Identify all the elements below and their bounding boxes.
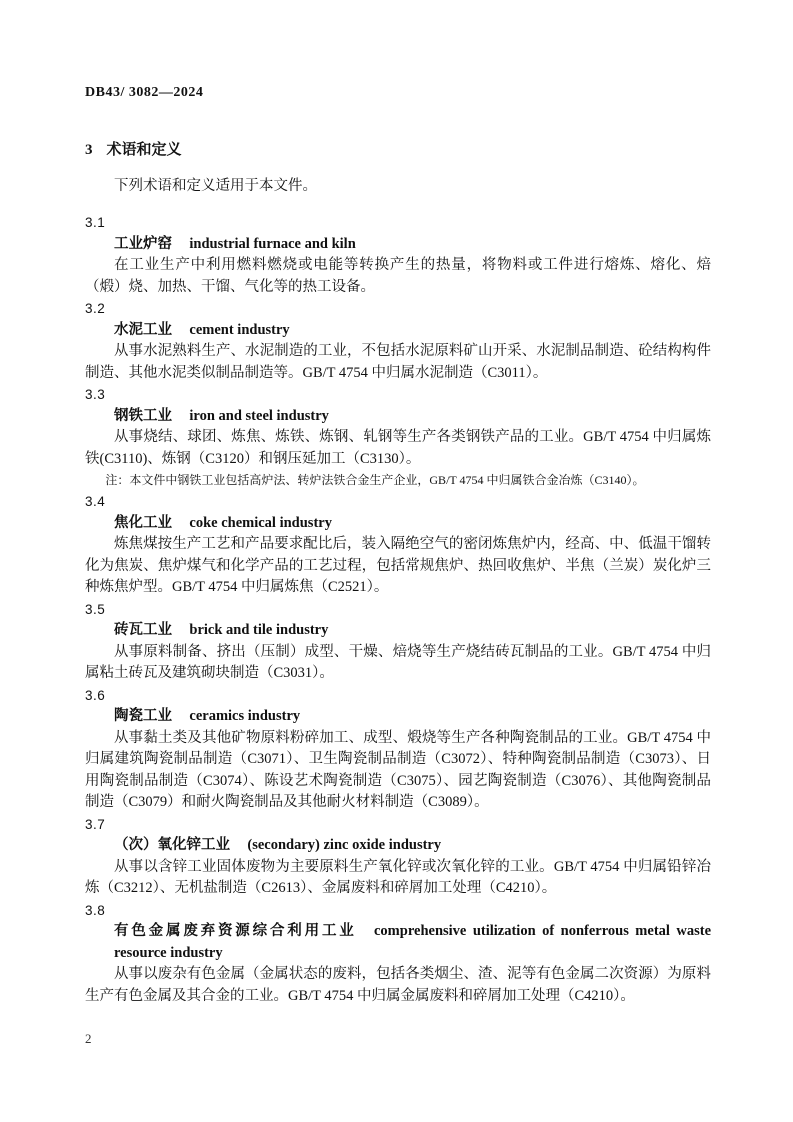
term-block-3-7 (85, 814, 711, 900)
term-zh: 陶瓷工业 (114, 708, 172, 724)
term-definition: 从事原料制备、挤出（压制）成型、干燥、焙烧等生产烧结砖瓦制品的工业。GB/T 4754 中归属粘土砖瓦及建筑砌块制造（C3031）。 (85, 643, 711, 681)
term-zh: 水泥工业 (114, 321, 172, 338)
term-number: 3.8 (85, 902, 106, 918)
term-zh: 焦化工业 (114, 514, 172, 531)
term-definition: 从事烧结、球团、炼焦、炼铁、炼钢、轧钢等生产各类钢铁产品的工业。GB/T 4754 中归属炼铁(C3110)、炼钢（C3120）和钢压延加工（C3130）。 (85, 429, 711, 467)
term-zh: 工业炉窑 (114, 235, 172, 252)
term-en: comprehensive utilization of nonferrous metal waste resource industry (114, 923, 712, 961)
term-heading (85, 620, 711, 642)
term-definition: 从事以含锌工业固体废物为主要原料生产氧化锌或次氧化锌的工业。GB/T 4754 中归属铅锌冶炼（C3212）、无机盐制造（C2613）、金属废料和碎屑加工处理（C4210）。 (85, 858, 711, 896)
term-definition: 在工业生产中利用燃料燃烧或电能等转换产生的热量，将物料或工件进行熔炼、熔化、焙（煅）烧、加热、干馏、气化等的热工设备。 (85, 257, 711, 295)
page-number: 2 (85, 1031, 92, 1046)
section-number: 3 (85, 142, 93, 158)
term-definition: 从事黏土类及其他矿物原料粉碎加工、成型、煅烧等生产各种陶瓷制品的工业。GB/T 4754 中归属建筑陶瓷制品制造（C3071）、卫生陶瓷制品制造（C3072）、特种陶瓷制品制造（C3073）、日用陶瓷制品制造（C3074）、陈设艺术陶瓷制造（C3075）、园艺陶瓷制造（C3076）、其他陶瓷制品制造（C3079）和耐火陶瓷制品及其他耐火材料制造（C3089）。 (85, 729, 711, 810)
term-en: iron and steel industry (189, 407, 329, 424)
term-heading (85, 835, 711, 857)
section-title: 术语和定义 (106, 142, 182, 158)
term-block-3-8 (85, 900, 711, 1008)
term-heading (85, 406, 711, 428)
term-en: (secondary) zinc oxide industry (247, 837, 442, 853)
term-heading (85, 706, 711, 728)
term-number: 3.2 (85, 301, 106, 316)
term-block-3-6 (85, 685, 711, 814)
term-zh: 有色金属废弃资源综合利用工业 (114, 923, 357, 939)
term-heading (85, 513, 711, 535)
term-en: cement industry (189, 321, 290, 338)
term-heading (85, 921, 711, 964)
term-zh: 砖瓦工业 (114, 622, 172, 638)
document-code: DB43/ 3082—2024 (85, 85, 204, 100)
term-number: 3.6 (85, 687, 106, 703)
terms-list (85, 212, 711, 1007)
term-note: 注：本文件中钢铁工业包括高炉法、转炉法铁合金生产企业，GB/T 4754 中归属铁合金冶炼（C3140）。 (105, 473, 645, 487)
term-definition: 从事以废杂有色金属（金属状态的废料，包括各类烟尘、渣、泥等有色金属二次资源）为原料生产有色金属及其合金的工业。GB/T 4754 中归属金属废料和碎屑加工处理（C4210）。 (85, 966, 711, 1004)
term-number: 3.4 (85, 494, 106, 509)
term-zh: （次）氧化锌工业 (114, 837, 230, 853)
term-definition: 炼焦煤按生产工艺和产品要求配比后，装入隔绝空气的密闭炼焦炉内，经高、中、低温干馏转化为焦炭、焦炉煤气和化学产品的工艺过程，包括常规焦炉、热回收焦炉、半焦（兰炭）炭化炉三种炼焦炉型。GB/T 4754 中归属炼焦（C2521）。 (85, 536, 711, 595)
term-block-3-3 (85, 384, 711, 491)
term-en: ceramics industry (189, 708, 301, 724)
term-en: coke chemical industry (189, 514, 332, 531)
term-zh: 钢铁工业 (114, 407, 172, 424)
term-heading (85, 320, 711, 342)
section-heading (85, 140, 711, 160)
term-number: 3.1 (85, 215, 106, 230)
term-number: 3.3 (85, 387, 106, 402)
term-block-3-4 (85, 491, 711, 599)
term-en: industrial furnace and kiln (189, 235, 356, 252)
term-definition: 从事水泥熟料生产、水泥制造的工业，不包括水泥原料矿山开采、水泥制品制造、砼结构构件制造、其他水泥类似制品制造等。GB/T 4754 中归属水泥制造（C3011）。 (85, 343, 711, 381)
intro-sentence: 下列术语和定义适用于本文件。 (114, 178, 317, 194)
term-heading (85, 234, 711, 256)
term-number: 3.5 (85, 601, 106, 617)
term-en: brick and tile industry (189, 622, 329, 638)
term-block-3-2 (85, 298, 711, 384)
term-number: 3.7 (85, 816, 106, 832)
term-block-3-5 (85, 599, 711, 685)
term-block-3-1 (85, 212, 711, 298)
